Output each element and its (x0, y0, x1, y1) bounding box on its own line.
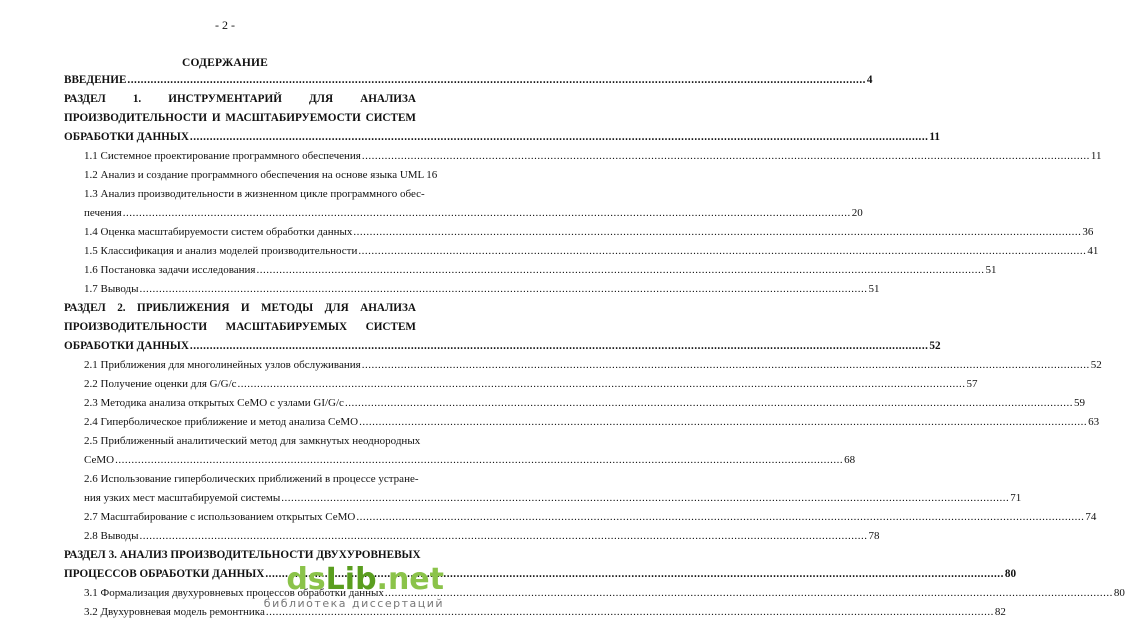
toc-entry-label: печения (84, 207, 122, 219)
dslib-logo (264, 562, 444, 597)
toc-section-2-title-line[interactable] (64, 319, 416, 335)
logo-part-net: .net (376, 562, 444, 597)
toc-title: СОДЕРЖАНИЕ (181, 57, 269, 69)
toc-page-number: 20 (851, 207, 863, 219)
toc-entry-label: 2.7 Масштабирование с использованием открытых СеМО (84, 511, 356, 523)
toc-page-number: 74 (1085, 511, 1097, 523)
toc-section-1-title-line[interactable] (64, 91, 416, 107)
toc-entry-label: 2.8 Выводы (84, 530, 139, 542)
toc-entry-label: ПРОИЗВОДИТЕЛЬНОСТИ МАСШТАБИРУЕМЫХ СИСТЕМ (64, 321, 416, 333)
toc-entry-1-3[interactable] (84, 186, 425, 202)
toc-page-number: 68 (844, 454, 856, 466)
toc-page-number: 63 (1088, 416, 1100, 428)
toc-entry-label: 1.3 Анализ производительности в жизненном цикле программного обес- (84, 188, 425, 200)
toc-page-number: 78 (868, 530, 880, 542)
toc-page-number: 52 (1090, 359, 1102, 371)
toc-entry-label: ВВЕДЕНИЕ (64, 74, 127, 86)
toc-entry-1-3-continued[interactable] (84, 205, 863, 221)
toc-entry-label: 2.4 Гиперболическое приближение и метод анализа СеМО (84, 416, 359, 428)
toc-entry-2-7[interactable] (84, 509, 1097, 525)
toc-entry-label: РАЗДЕЛ 3. АНАЛИЗ ПРОИЗВОДИТЕЛЬНОСТИ ДВУХУРОВНЕВЫХ (64, 549, 421, 561)
toc-entry-1-2[interactable] (84, 167, 438, 183)
toc-entry-2-5[interactable] (84, 433, 421, 449)
toc-entry-1-5[interactable] (84, 243, 1099, 259)
toc-entry-label: 3.2 Двухуровневая модель ремонтника (84, 606, 265, 618)
toc-entry-label: 2.1 Приближения для многолинейных узлов обслуживания (84, 359, 361, 371)
toc-entry-introduction[interactable] (64, 72, 873, 88)
toc-page-number: 36 (1082, 226, 1094, 238)
toc-entry-label: 1.5 Классификация и анализ моделей производительности (84, 245, 358, 257)
toc-entry-2-3[interactable] (84, 395, 1085, 411)
toc-entry-label: ния узких мест масштабируемой системы (84, 492, 281, 504)
toc-entry-1-7[interactable] (84, 281, 880, 297)
toc-entry-1-4[interactable] (84, 224, 1094, 240)
toc-page-number: 59 (1073, 397, 1085, 409)
toc-page-number: 11 (929, 131, 940, 143)
toc-page-number: 11 (1090, 150, 1102, 162)
toc-entry-label: 1.7 Выводы (84, 283, 139, 295)
toc-entry-label: СеМО (84, 454, 115, 466)
toc-entry-label: 1.6 Постановка задачи исследования (84, 264, 256, 276)
toc-entry-2-6[interactable] (84, 471, 419, 487)
toc-entry-label: РАЗДЕЛ 2. ПРИБЛИЖЕНИЯ И МЕТОДЫ ДЛЯ АНАЛИЗА (64, 302, 416, 314)
toc-entry-label: 2.2 Получение оценки для G/G/c (84, 378, 237, 390)
toc-entry-2-6-continued[interactable] (84, 490, 1022, 506)
toc-page-number: 51 (985, 264, 997, 276)
toc-entry-label: 1.1 Системное проектирование программного обеспечения (84, 150, 361, 162)
toc-page-number: 52 (929, 340, 941, 352)
toc-entry-2-1[interactable] (84, 357, 1102, 373)
toc-page-number: 80 (1113, 587, 1125, 599)
toc-page-number: 41 (1087, 245, 1099, 257)
toc-page-number: 4 (866, 74, 873, 86)
page-number: - 2 - (215, 18, 235, 32)
toc-page-number: 57 (966, 378, 978, 390)
toc-entry-label: ПРОЦЕССОВ ОБРАБОТКИ ДАННЫХ (64, 568, 265, 580)
toc-section-3-title-line[interactable] (64, 547, 421, 563)
toc-entry-2-8[interactable] (84, 528, 880, 544)
toc-entry-label: ОБРАБОТКИ ДАННЫХ (64, 131, 189, 143)
logo-part-ds: ds (286, 562, 326, 597)
toc-entry-label: 1.2 Анализ и создание программного обеспечения на основе языка UML (84, 169, 425, 181)
toc-section-2-title-line[interactable] (64, 300, 416, 316)
toc-page-number: 16 (426, 169, 438, 181)
toc-section-1-title-line[interactable] (64, 110, 416, 126)
toc-entry-2-2[interactable] (84, 376, 978, 392)
toc-entry-2-5-continued[interactable] (84, 452, 856, 468)
toc-page-number: 80 (1004, 568, 1017, 580)
dslib-watermark (263, 562, 444, 610)
toc-entry-label: 2.5 Приближенный аналитический метод для замкнутых неоднородных (84, 435, 421, 447)
toc-entry-1-6[interactable] (84, 262, 997, 278)
toc-section-2-title-line[interactable] (64, 338, 941, 354)
toc-entry-label: 2.3 Методика анализа открытых СеМО с узлами GI/G/c (84, 397, 344, 409)
toc-entry-1-1[interactable] (84, 148, 1102, 164)
toc-section-1-title-line[interactable] (64, 129, 940, 145)
toc-entry-label: ОБРАБОТКИ ДАННЫХ (64, 340, 189, 352)
toc-entry-label: ПРОИЗВОДИТЕЛЬНОСТИ И МАСШТАБИРУЕМОСТИ СИСТЕМ (64, 112, 416, 124)
toc-entry-label: РАЗДЕЛ 1. ИНСТРУМЕНТАРИЙ ДЛЯ АНАЛИЗА (64, 93, 416, 105)
toc-page-number: 51 (868, 283, 880, 295)
toc-entry-label: 2.6 Использование гиперболических приближений в процессе устране- (84, 473, 419, 485)
watermark-subtitle: библиотека диссертаций (263, 597, 444, 610)
toc-entry-2-4[interactable] (84, 414, 1100, 430)
toc-page-number: 71 (1010, 492, 1022, 504)
toc-entry-label: 1.4 Оценка масштабируемости систем обработки данных (84, 226, 353, 238)
toc-entry-label: 3.1 Формализация двухуровневых процессов обработки данных (84, 587, 384, 599)
logo-part-lib: Lib (325, 562, 377, 597)
toc-page-number: 82 (994, 606, 1006, 618)
